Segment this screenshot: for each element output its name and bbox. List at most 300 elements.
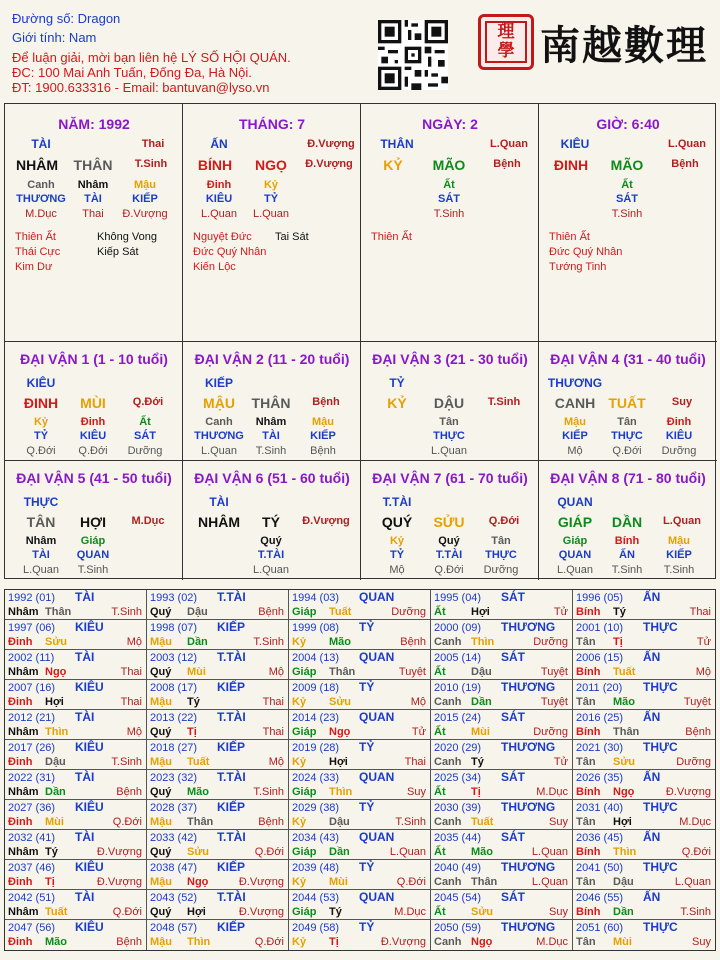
year-stem: Bính [576,726,601,738]
year-cell[interactable] [431,890,573,920]
year-cell[interactable] [147,770,289,800]
year-state: M.Dục [536,786,568,798]
year-label: 2045 (54) [434,892,482,904]
pillar-top-state: L.Quan [668,138,706,150]
pillar-top-state: Thai [141,138,165,150]
year-god: ẤN [643,770,661,784]
year-stem: Giáp [292,666,317,678]
year-cell[interactable] [5,620,147,650]
year-cell[interactable] [289,740,431,770]
year-cell[interactable] [147,650,289,680]
year-cell[interactable] [431,740,573,770]
name-line: Đường số: Dragon [12,11,121,26]
hidden-stem: Nhâm [77,179,109,191]
year-stem: Tân [576,936,596,948]
year-branch: Tuất [45,906,68,918]
year-state: Dưỡng [533,726,568,738]
year-state: Đ.Vượng [380,936,426,948]
hidden-state: Q.Đới [434,564,464,576]
year-state: Suy [549,906,568,918]
year-stem: Đinh [8,876,33,888]
year-branch: Mùi [329,876,348,888]
hidden-stem: Mậu [668,535,690,547]
year-state: Đ.Vượng [238,876,284,888]
year-god: QUAN [359,590,395,604]
year-stem: Đinh [8,636,33,648]
pillar-2[interactable] [361,104,539,342]
year-cell[interactable] [5,890,147,920]
year-branch: Ngọ [329,726,351,738]
star-item: Đức Quý Nhân [549,246,623,258]
dai-van-god: TỶ [389,376,405,390]
year-cell[interactable] [431,800,573,830]
year-state: Mộ [126,636,142,648]
qr-code-icon[interactable] [378,20,448,90]
year-state: L.Quan [389,846,426,858]
pillar-title: NĂM: 1992 [58,116,130,132]
year-cell[interactable] [5,770,147,800]
dai-van-stem: QUÝ [381,514,413,530]
year-stem: Ất [434,666,446,678]
year-cell[interactable] [147,800,289,830]
hidden-stem: Mậu [312,416,334,428]
year-cell[interactable] [431,590,573,620]
year-god: THƯƠNG [501,620,556,634]
pillar-god: TÀI [31,137,51,151]
dai-van-2[interactable] [183,342,361,461]
year-cell[interactable] [289,890,431,920]
hidden-stem: Mậu [564,416,586,428]
hidden-god: KIÊU [205,193,233,205]
year-branch: Tuất [329,606,352,618]
year-branch: Dậu [329,816,350,828]
year-state: T.Sinh [395,816,426,828]
year-label: 2027 (36) [8,802,56,814]
year-branch: Tý [45,846,58,858]
year-cell[interactable] [147,860,289,890]
year-cell[interactable] [289,860,431,890]
dai-van-god: T.TÀI [382,495,412,509]
dai-van-7[interactable] [361,461,539,580]
year-label: 2049 (58) [292,922,340,934]
year-state: Q.Đới [396,876,426,888]
year-cell[interactable] [431,650,573,680]
dai-van-branch: THÂN [251,395,291,411]
dai-van-4[interactable] [539,342,717,461]
year-god: TỶ [359,620,375,634]
year-stem: Nhâm [8,726,39,738]
hidden-state: Q.Đới [26,445,56,457]
star-item: Thái Cực [15,246,61,258]
year-label: 2050 (59) [434,922,482,934]
year-branch: Tị [471,786,481,798]
star-item: Kiến Lộc [193,261,236,273]
year-branch: Sửu [613,756,636,768]
year-cell[interactable] [573,710,715,740]
year-state: Tuyệt [540,696,568,708]
year-state: Bệnh [400,636,426,648]
year-cell[interactable] [573,680,715,710]
year-branch: Ngọ [613,786,635,798]
year-cell[interactable] [5,680,147,710]
star-item: Thiên Ất [15,231,56,243]
year-stem: Bính [576,846,601,858]
pillar-branch-state: Đ.Vượng [305,158,353,170]
year-branch: Thân [45,606,72,618]
year-cell[interactable] [289,830,431,860]
hidden-state: T.Sinh [611,208,643,220]
year-cell[interactable] [431,860,573,890]
dai-van-stem: CANH [554,395,596,411]
year-state: Q.Đới [112,816,142,828]
year-branch: Tị [613,636,623,648]
year-stem: Kỷ [292,756,307,768]
year-stem: Giáp [292,846,317,858]
year-god: SÁT [501,590,525,604]
year-cell[interactable] [573,740,715,770]
year-state: Tuyệt [683,696,711,708]
hidden-state: Dưỡng [483,564,519,576]
dai-van-god: THƯƠNG [547,376,603,390]
year-god: TÀI [75,710,95,724]
year-stem: Quý [150,666,172,678]
dai-van-title: ĐẠI VẬN 5 (41 - 50 tuổi) [16,470,172,486]
hidden-god: KIẾP [132,193,158,205]
year-branch: Sửu [329,696,352,708]
year-label: 2046 (55) [576,892,624,904]
year-state: Suy [692,936,711,948]
year-branch: Mão [187,786,209,798]
year-stem: Canh [434,636,462,648]
year-branch: Thìn [613,846,637,858]
hidden-state: Dưỡng [127,445,163,457]
hidden-god: QUAN [76,549,110,561]
year-label: 2051 (60) [576,922,624,934]
year-cell[interactable] [289,680,431,710]
year-stem: Ất [434,726,446,738]
hidden-stem: Giáp [562,535,588,547]
year-god: THỰC [643,860,678,874]
year-stem: Mậu [150,696,172,708]
year-state: Suy [549,816,568,828]
year-stem: Nhâm [8,846,39,858]
year-god: KIẾP [217,620,246,634]
year-branch: Dậu [45,756,66,768]
year-branch: Ngọ [45,666,67,678]
star-item: Tướng Tinh [549,261,607,273]
pillar-top-state: Đ.Vượng [307,138,355,150]
year-cell[interactable] [5,830,147,860]
year-branch: Ngọ [187,876,209,888]
year-cell[interactable] [573,620,715,650]
year-branch: Hợi [45,696,64,708]
year-god: T.TÀI [217,770,246,784]
year-label: 2031 (40) [576,802,624,814]
year-cell[interactable] [431,770,573,800]
dai-van-6[interactable] [183,461,361,580]
year-god: ẤN [643,710,661,724]
year-god: KIẾP [217,860,246,874]
year-branch: Dậu [187,606,208,618]
hidden-stem: Đinh [666,416,692,428]
year-label: 1997 (06) [8,622,56,634]
year-stem: Tân [576,636,596,648]
year-state: Bệnh [258,606,284,618]
year-stem: Tân [576,756,596,768]
year-god: KIÊU [75,680,104,694]
year-state: Bệnh [258,816,284,828]
year-stem: Giáp [292,726,317,738]
dai-van-branch: SỬU [433,514,465,530]
year-state: Tử [553,606,568,618]
year-god: T.TÀI [217,710,246,724]
year-god: SÁT [501,650,525,664]
year-cell[interactable] [147,890,289,920]
year-god: ẤN [643,830,661,844]
year-god: T.TÀI [217,650,246,664]
year-god: KIÊU [75,920,104,934]
year-branch: Tý [613,606,626,618]
year-stem: Canh [434,696,462,708]
hidden-god: T.TÀI [257,549,285,561]
year-cell[interactable] [573,830,715,860]
year-branch: Hợi [187,906,206,918]
year-stem: Nhâm [8,786,39,798]
year-state: Q.Đới [254,936,284,948]
year-branch: Mùi [187,666,206,678]
year-branch: Tị [187,726,197,738]
year-state: Q.Đới [112,906,142,918]
year-god: TÀI [75,830,95,844]
star-item: Tai Sát [275,231,309,243]
hidden-state: L.Quan [200,208,238,220]
year-branch: Tuất [187,756,210,768]
dai-van-1[interactable] [5,342,183,461]
year-stem: Quý [150,846,172,858]
year-stem: Quý [150,726,172,738]
hidden-stem: Tân [439,416,459,428]
year-state: Thai [120,666,142,678]
year-stem: Canh [434,756,462,768]
year-god: KIÊU [75,800,104,814]
pillar-branch: NGỌ [255,157,287,173]
year-cell[interactable] [147,620,289,650]
year-stem: Kỷ [292,696,307,708]
year-state: L.Quan [531,846,568,858]
year-stem: Canh [434,876,462,888]
year-cell[interactable] [431,830,573,860]
year-state: T.Sinh [111,756,142,768]
year-state: Q.Đới [254,846,284,858]
hidden-god: QUAN [558,549,592,561]
year-god: TÀI [75,770,95,784]
year-cell[interactable] [573,800,715,830]
seal-logo [478,14,534,70]
year-label: 2010 (19) [434,682,482,694]
year-cell[interactable] [431,920,573,950]
hidden-stem: Nhâm [255,416,287,428]
year-cell[interactable] [5,860,147,890]
year-stem: Nhâm [8,906,39,918]
year-stem: Mậu [150,636,172,648]
pillar-branch-state: Bệnh [493,158,521,170]
year-cell[interactable] [5,800,147,830]
hidden-god: KIẾP [310,430,336,442]
year-cell[interactable] [431,680,573,710]
year-god: TÀI [75,650,95,664]
year-cell[interactable] [431,710,573,740]
year-branch: Tý [471,756,484,768]
year-god: KIÊU [75,740,104,754]
year-cell[interactable] [5,920,147,950]
year-god: SÁT [501,770,525,784]
dai-van-branch: HỢI [80,514,106,530]
year-cell[interactable] [5,590,147,620]
year-branch: Tuất [471,816,494,828]
year-cell[interactable] [289,770,431,800]
seal-glyph: 理 學 [485,21,527,63]
dai-van-8[interactable] [539,461,717,580]
year-cell[interactable] [289,800,431,830]
year-cell[interactable] [573,770,715,800]
year-cell[interactable] [573,650,715,680]
year-cell[interactable] [147,740,289,770]
year-god: KIÊU [75,620,104,634]
year-cell[interactable] [289,620,431,650]
hidden-state: L.Quan [200,445,238,457]
pillar-branch: MÃO [432,157,466,173]
year-label: 2028 (37) [150,802,198,814]
year-stem: Kỷ [292,816,307,828]
year-god: THƯƠNG [501,680,556,694]
year-branch: Dần [45,786,66,798]
hidden-state: L.Quan [252,564,290,576]
hidden-state: T.Sinh [433,208,465,220]
dai-van-3[interactable] [361,342,539,461]
year-cell[interactable] [573,590,715,620]
year-cell[interactable] [289,920,431,950]
year-stem: Bính [576,666,601,678]
year-god: SÁT [501,830,525,844]
hidden-stem: Ất [139,416,151,428]
year-branch: Hợi [329,756,348,768]
year-branch: Dậu [471,666,492,678]
dai-van-god: KIẾP [204,376,233,390]
year-cell[interactable] [573,890,715,920]
year-cell[interactable] [573,860,715,890]
gender-line: Giới tính: Nam [12,30,97,45]
year-cell[interactable] [147,680,289,710]
pillar-branch: MÃO [610,157,644,173]
hidden-state: L.Quan [556,564,594,576]
dai-van-branch: TÝ [262,514,280,530]
year-cell[interactable] [5,710,147,740]
year-label: 2016 (25) [576,712,624,724]
year-branch: Mùi [45,816,64,828]
hidden-stem: Kỷ [263,179,279,191]
year-branch: Mão [613,696,635,708]
year-stem: Nhâm [8,606,39,618]
hidden-state: T.Sinh [77,564,109,576]
dai-van-stem: NHÂM [198,514,240,530]
pillar-stem: ĐINH [553,157,589,173]
year-cell[interactable] [289,650,431,680]
dai-van-5[interactable] [5,461,183,580]
hidden-god: SÁT [134,430,156,442]
year-label: 1999 (08) [292,622,340,634]
pillar-3[interactable] [539,104,717,342]
year-cell[interactable] [147,920,289,950]
year-god: QUAN [359,770,395,784]
dai-van-state: Bệnh [312,396,340,408]
year-label: 2043 (52) [150,892,198,904]
year-cell[interactable] [147,590,289,620]
year-stem: Ất [434,906,446,918]
hidden-god: KIẾP [562,430,588,442]
dai-van-god: TÀI [209,495,229,509]
year-label: 2030 (39) [434,802,482,814]
year-state: Đ.Vượng [96,846,142,858]
hidden-stem: Mậu [134,179,156,191]
year-stem: Kỷ [292,936,307,948]
year-cell[interactable] [431,620,573,650]
hidden-god: TÀI [32,549,50,561]
year-label: 2005 (14) [434,652,482,664]
hidden-god: ẤN [619,549,635,561]
hidden-stem: Ất [621,179,633,191]
year-god: THỰC [643,800,678,814]
year-god: QUAN [359,830,395,844]
year-state: T.Sinh [253,636,284,648]
dai-van-branch: DẬU [433,395,465,411]
year-cell[interactable] [5,650,147,680]
year-cell[interactable] [289,590,431,620]
year-cell[interactable] [289,710,431,740]
year-god: THỰC [643,920,678,934]
year-stem: Quý [150,606,172,618]
year-cell[interactable] [573,920,715,950]
year-stem: Quý [150,906,172,918]
year-branch: Tý [187,696,200,708]
year-god: QUAN [359,710,395,724]
year-label: 2009 (18) [292,682,340,694]
pillar-1[interactable] [183,104,361,342]
year-label: 2020 (29) [434,742,482,754]
year-cell[interactable] [147,710,289,740]
year-label: 2021 (30) [576,742,624,754]
year-god: T.TÀI [217,890,246,904]
year-god: THỰC [643,680,678,694]
hidden-stem: Tân [491,535,511,547]
year-stem: Ất [434,786,446,798]
year-cell[interactable] [147,830,289,860]
hidden-god: THỰC [433,430,465,442]
year-branch: Mão [471,846,493,858]
year-label: 2047 (56) [8,922,56,934]
hidden-state: M.Dục [25,208,57,220]
year-state: Bệnh [685,726,711,738]
contact-line: Để luận giải, mời bạn liên hệ LÝ SỐ HỘI QUÁN. [12,50,291,65]
year-branch: Mão [45,936,67,948]
pillar-0[interactable] [5,104,183,342]
hidden-god: SÁT [616,193,638,205]
year-cell[interactable] [5,740,147,770]
year-label: 2037 (46) [8,862,56,874]
year-branch: Thìn [187,936,211,948]
dai-van-state: M.Dục [131,515,165,527]
hidden-god: THƯƠNG [194,430,244,442]
star-item: Kiếp Sát [97,246,139,258]
